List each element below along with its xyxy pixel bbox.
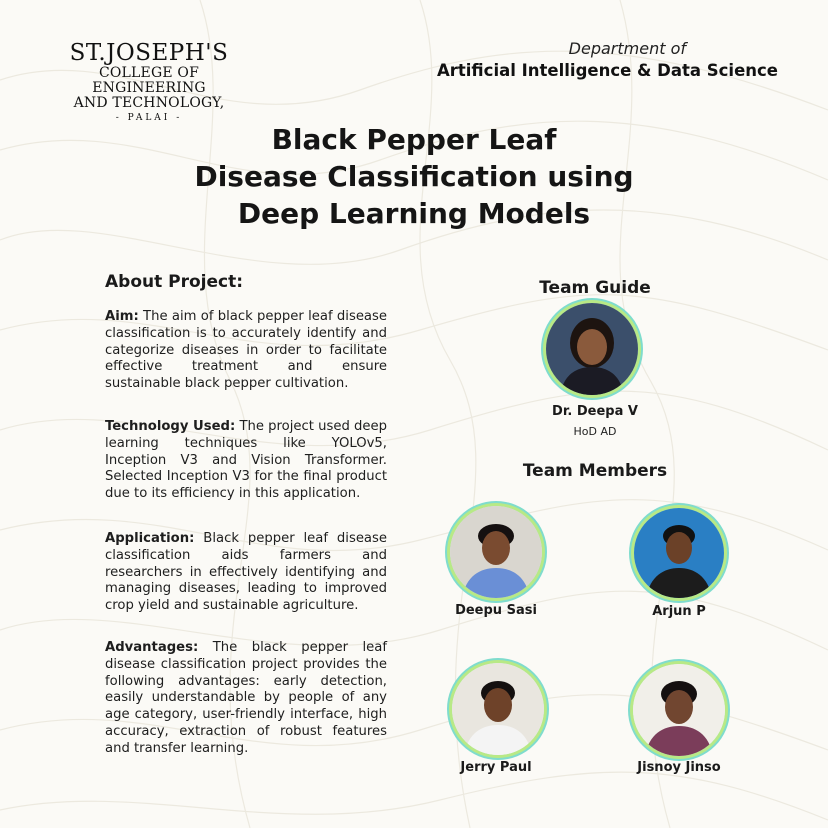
person-avatar-icon xyxy=(634,508,724,598)
member-photo-deepu xyxy=(450,506,542,598)
title-line-1: Black Pepper Leaf xyxy=(271,123,557,156)
member-photo-jisnoy xyxy=(633,664,725,756)
person-avatar-icon xyxy=(450,506,542,598)
logo-line-1: ST.JOSEPH'S xyxy=(69,40,229,66)
person-avatar-icon xyxy=(633,664,725,756)
member-name-1: Deepu Sasi xyxy=(455,603,537,618)
about-heading: About Project: xyxy=(105,272,244,292)
logo-line-4: - PALAI - xyxy=(115,113,183,123)
title-line-3: Deep Learning Models xyxy=(237,197,591,230)
advantages-label: Advantages: xyxy=(105,640,199,655)
person-avatar-icon xyxy=(452,663,544,755)
logo-line-3: AND TECHNOLOGY, xyxy=(73,95,225,111)
logo-line-2: COLLEGE OF ENGINEERING xyxy=(92,65,206,96)
technology-text: The project used deep learning techniques like YOLOv5, Inception V3 and Vision Transformer. Selected Inception V3 for the final product due to its efficiency in this application. xyxy=(105,419,388,502)
aim-label: Aim: xyxy=(105,309,139,324)
title-line-2: Disease Classification using xyxy=(194,160,634,193)
member-name-3: Jerry Paul xyxy=(460,760,532,775)
member-name-4: Jisnoy Jinso xyxy=(637,760,721,775)
member-photo-jerry xyxy=(452,663,544,755)
aim-paragraph xyxy=(105,309,387,393)
technology-label: Technology Used: xyxy=(105,419,236,434)
team-members-heading: Team Members xyxy=(522,461,668,481)
advantages-text: The black pepper leaf disease classification project provides the following advantages: early detection, easily understandable by people of any age category, user-friendly interface, high accuracy, extraction of robust features and transfer learning. xyxy=(105,640,387,756)
technology-paragraph xyxy=(105,419,387,503)
college-logo xyxy=(44,40,254,125)
application-text: Black pepper leaf disease classification aids farmers and researchers in effectively identifying and managing diseases, leading to improved crop yield and sustainable agriculture. xyxy=(105,531,387,614)
team-guide-heading: Team Guide xyxy=(539,278,651,298)
member-photo-arjun xyxy=(634,508,724,598)
person-avatar-icon xyxy=(546,303,638,395)
department-label: Department of xyxy=(568,39,686,58)
application-paragraph xyxy=(105,531,387,615)
guide-photo xyxy=(546,303,638,395)
project-title xyxy=(0,121,828,232)
guide-role: HoD AD xyxy=(573,425,617,438)
application-label: Application: xyxy=(105,531,195,546)
aim-text: The aim of black pepper leaf disease classification is to accurately identify and categorize diseases in order to facilitate effective treatment and ensure sustainable black pepper cultivation. xyxy=(105,309,387,392)
department-name: Artificial Intelligence & Data Science xyxy=(436,61,778,80)
department-header xyxy=(437,38,778,82)
advantages-paragraph xyxy=(105,640,387,758)
member-name-2: Arjun P xyxy=(652,604,706,619)
guide-name: Dr. Deepa V xyxy=(552,404,638,419)
